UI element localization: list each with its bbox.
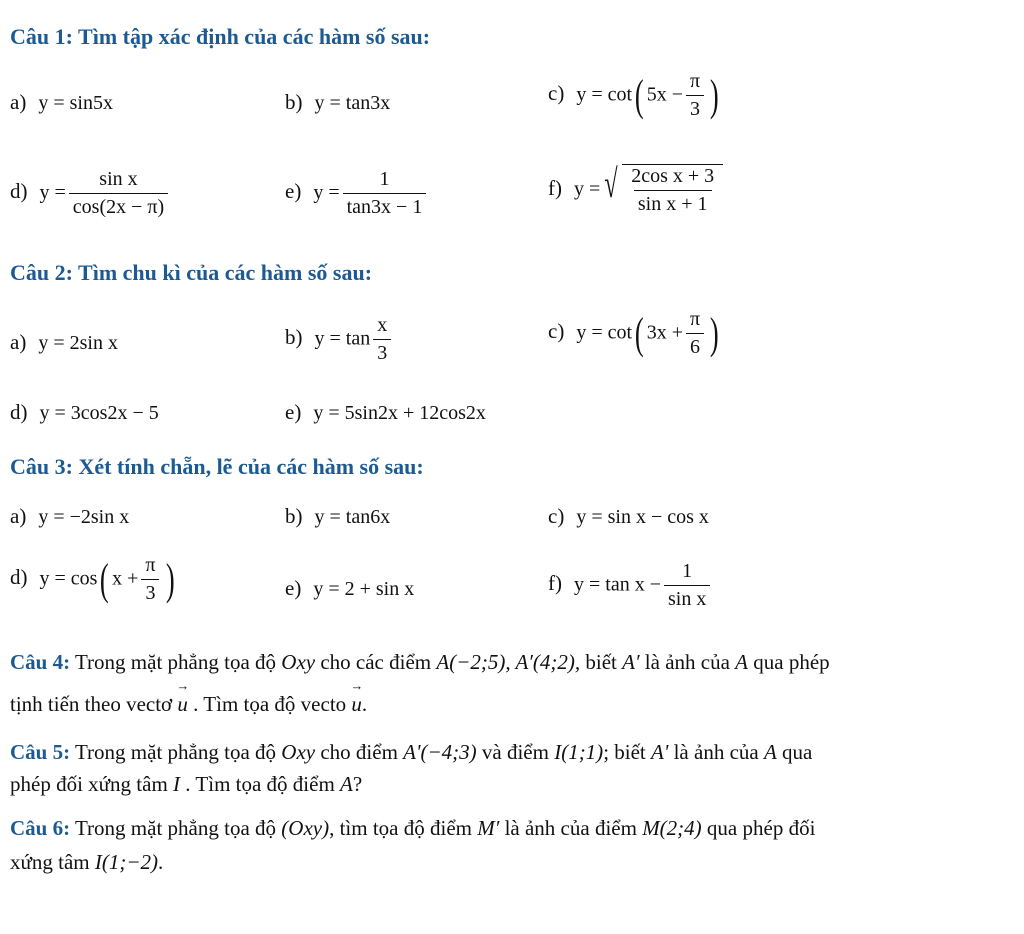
q1-heading: Câu 1: Tìm tập xác định của các hàm số sau: (10, 24, 431, 49)
q3-item-a: a) y = −2sin x (10, 504, 130, 528)
q3-heading: Câu 3: Xét tính chẵn, lẽ của các hàm số sau: (10, 454, 424, 479)
q2-item-a: a) y = 2sin x (10, 330, 118, 354)
q2-heading: Câu 2: Tìm chu kì của các hàm số sau: (10, 260, 373, 285)
q2-item-b: b) y = tan $\frac{x}{3}$ (285, 314, 394, 365)
q4-line1: Câu 4: Trong mặt phẳng tọa độ Oxy cho các điểm A(−2;5), A′(4;2), biết A′ là ảnh của A qua phép (10, 650, 830, 674)
q4-line2: tịnh tiến theo vectơ → u . Tìm tọa độ vecto → u. (10, 692, 367, 717)
q1-item-f: f) y = √ $\frac{\text{2cos x + 3}}{\text{sin x + 1}}$ (548, 164, 723, 216)
q1-item-d: d) y = $\frac{\text{sin x}}{\cos(2x - \pi)}$ (10, 168, 171, 219)
q2-item-d: d) y = 3cos2x − 5 (10, 400, 159, 424)
q3-item-b: b) y = tan6x (285, 504, 391, 528)
vector-u-2: → u (351, 692, 362, 717)
vector-u: → u (177, 692, 188, 717)
q5-line1: Câu 5: Trong mặt phẳng tọa độ Oxy cho điểm A'(−4;3) và điểm I(1;1); biết A' là ảnh của A qua (10, 740, 813, 764)
q2-item-c: c) y = cot( 3x + $\frac{\pi}{6}$ ) (548, 308, 719, 358)
q1-item-e: e) y = $\frac{1}{\tan 3x - 1}$ (285, 168, 429, 219)
q1-item-c: c) y = cot( 5x − $\frac{\pi}{3}$ ) (548, 70, 719, 120)
q1-item-a: a) y = sin5x (10, 90, 113, 114)
q3-item-d: d) y = cos( x + $\frac{\pi}{3}$ ) (10, 554, 175, 604)
q6-line1: Câu 6: Trong mặt phẳng tọa độ (Oxy), tìm tọa độ điểm M′ là ảnh của điểm M(2;4) qua phép đối (10, 816, 816, 840)
q3-item-c: c) y = sin x − cos x (548, 504, 709, 528)
q2-item-e: e) y = 5sin2x + 12cos2x (285, 400, 486, 424)
q6-line2: xứng tâm I(1;−2). (10, 850, 164, 874)
q1-item-b: b) y = tan3x (285, 90, 391, 114)
q3-item-e: e) y = 2 + sin x (285, 576, 415, 600)
q3-item-f: f) y = tan x − $\frac{1}{\text{sin x}}$ (548, 560, 713, 611)
q5-line2: phép đối xứng tâm I . Tìm tọa độ điểm A? (10, 772, 363, 796)
